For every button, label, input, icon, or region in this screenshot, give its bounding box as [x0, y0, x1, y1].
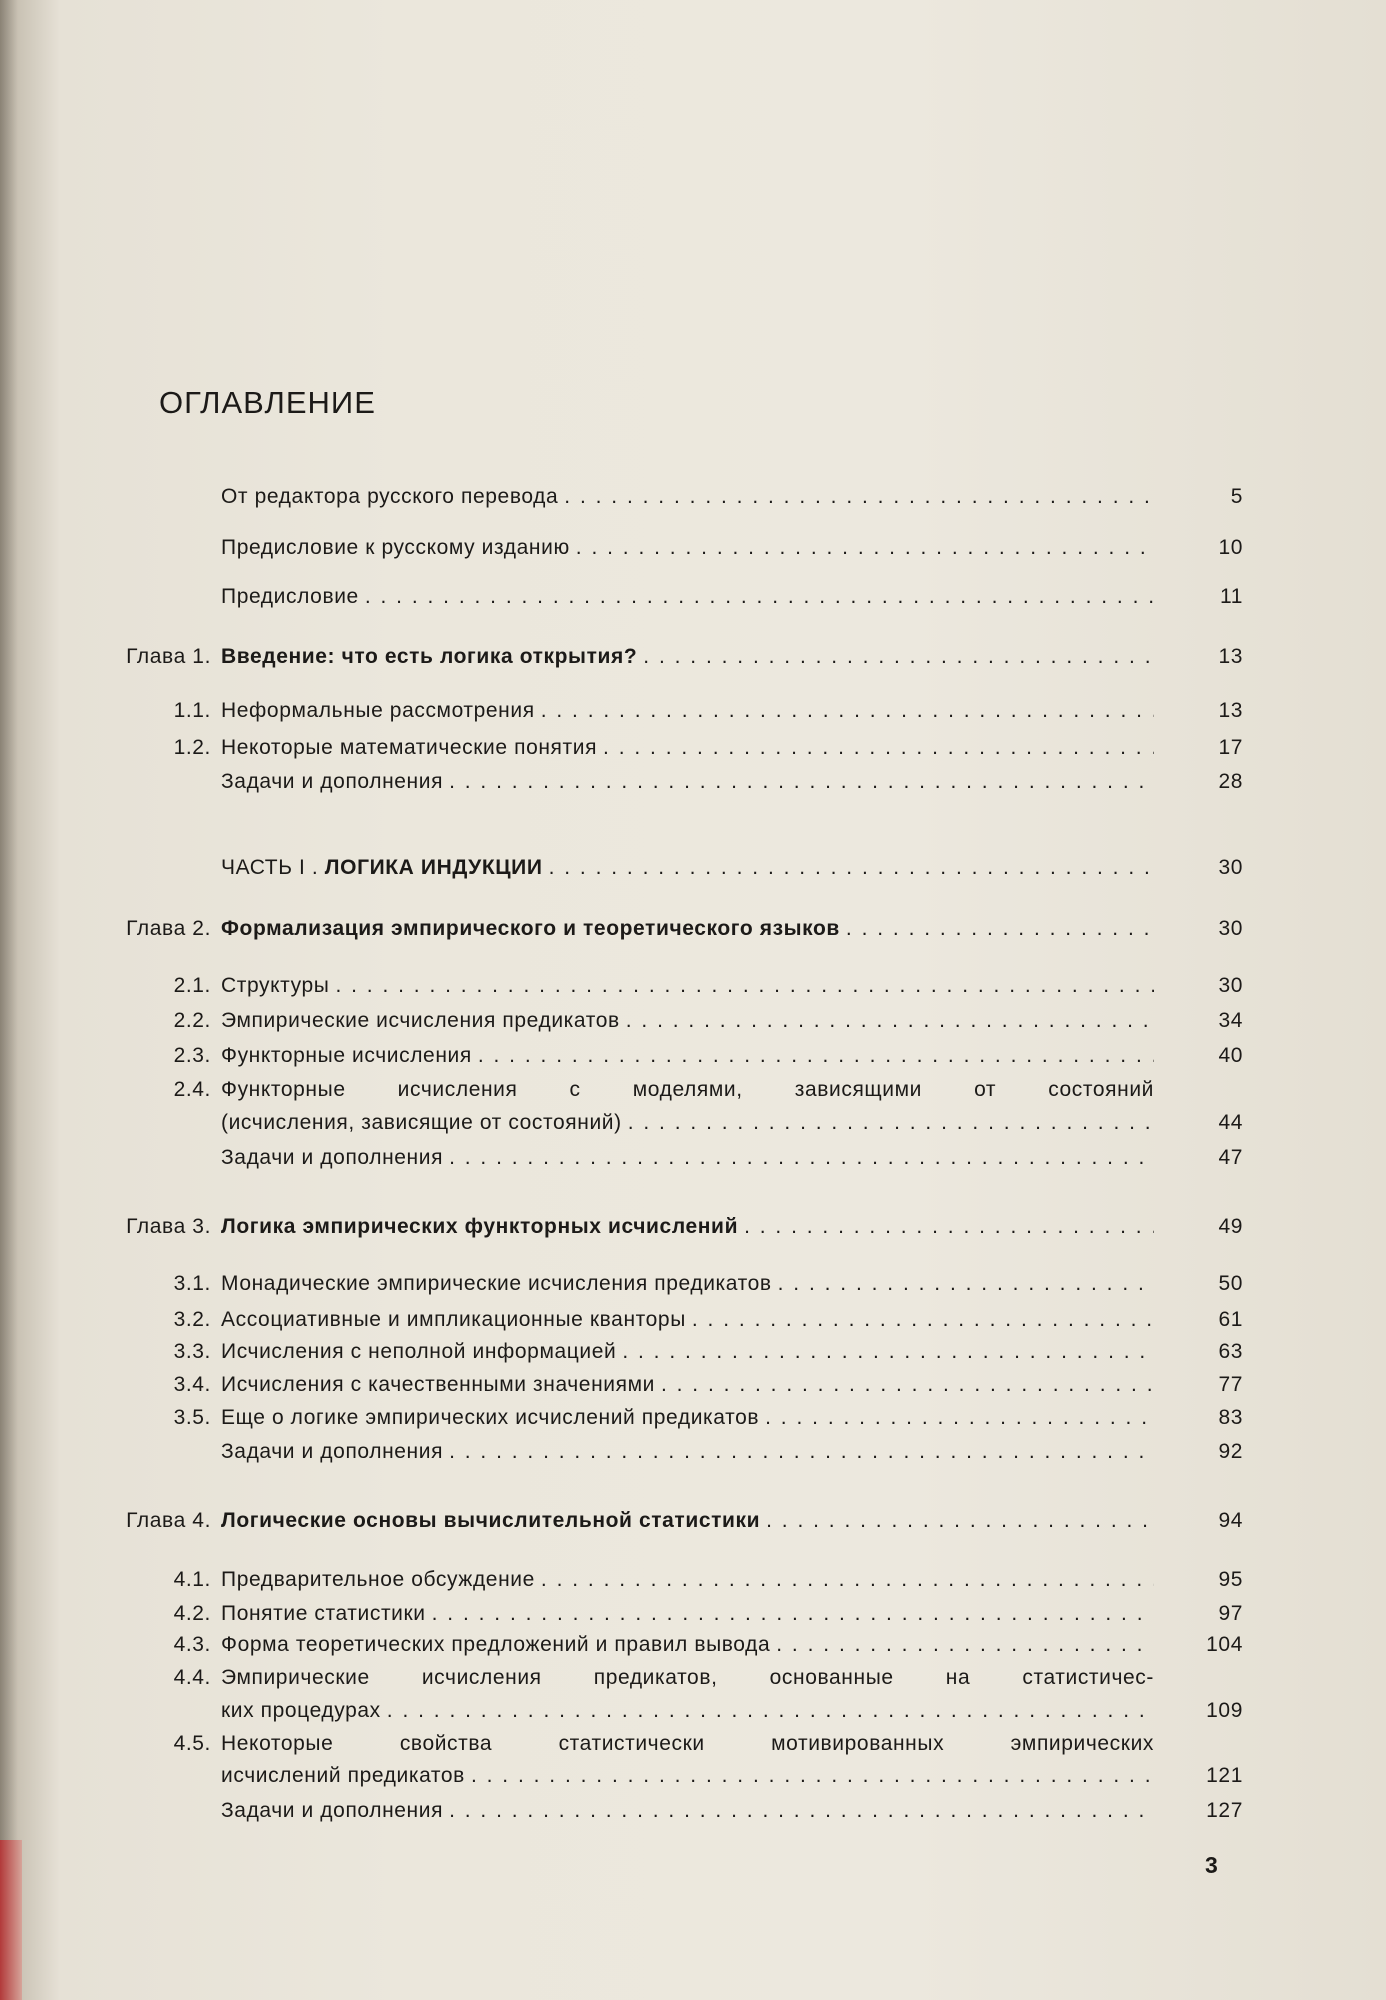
entry-title: Монадические эмпирические исчисления предикатов	[221, 1272, 772, 1295]
entry-number: 4.4.	[173, 1666, 211, 1689]
dot-leader	[597, 736, 1154, 760]
entry-title: Введение: что есть логика открытия?	[221, 645, 638, 668]
entry-title: От редактора русского перевода	[221, 485, 559, 508]
dot-leader	[329, 974, 1154, 998]
dot-leader	[543, 856, 1154, 880]
toc-entry	[0, 1406, 1386, 1436]
entry-title: Задачи и дополнения	[221, 1440, 444, 1463]
dot-leader	[637, 645, 1154, 669]
dot-leader	[443, 1799, 1154, 1823]
entry-title: ЛОГИКА ИНДУКЦИИ	[324, 856, 543, 879]
toc-entry	[0, 1764, 1386, 1794]
dot-leader	[686, 1308, 1154, 1332]
entry-page: 5	[1230, 485, 1243, 508]
dot-leader	[760, 1509, 1154, 1533]
entry-page: 95	[1218, 1568, 1243, 1591]
dot-leader	[738, 1215, 1154, 1239]
entry-title: Форма теоретических предложений и правил вывода	[221, 1633, 771, 1656]
entry-page: 28	[1218, 770, 1243, 793]
toc-entry	[0, 1732, 1386, 1762]
entry-title: Функторные исчисления с моделями, зависящими от состояний	[221, 1078, 1154, 1101]
dot-leader	[535, 1568, 1154, 1592]
dot-leader	[443, 770, 1154, 794]
entry-page: 109	[1206, 1699, 1243, 1722]
entry-title: Неформальные рассмотрения	[221, 699, 535, 722]
part-entry	[0, 856, 1386, 886]
entry-title: Эмпирические исчисления предикатов	[221, 1009, 620, 1032]
entry-title: (исчисления, зависящие от состояний)	[221, 1111, 622, 1134]
entry-title: Понятие статистики	[221, 1602, 426, 1625]
entry-number: Глава 3.	[126, 1215, 211, 1238]
dot-leader	[840, 917, 1154, 941]
toc-entry	[0, 736, 1386, 766]
entry-number: 3.2.	[173, 1308, 211, 1331]
entry-title: Предисловие	[221, 585, 359, 608]
chapter-entry	[0, 1509, 1386, 1539]
toc-entry	[0, 1078, 1386, 1108]
entry-number: 1.1.	[173, 699, 211, 722]
entry-title: ких процедурах	[221, 1699, 381, 1722]
dot-leader	[655, 1373, 1154, 1397]
entry-page: 97	[1218, 1602, 1243, 1625]
entry-number: Глава 4.	[126, 1509, 211, 1532]
toc-entry	[0, 1799, 1386, 1829]
entry-title: Предварительное обсуждение	[221, 1568, 535, 1591]
entry-number: Глава 1.	[126, 645, 211, 668]
entry-title: Задачи и дополнения	[221, 1799, 444, 1822]
entry-title: Структуры	[221, 974, 330, 997]
entry-title: Логика эмпирических функторных исчислений	[221, 1215, 739, 1238]
entry-page: 94	[1218, 1509, 1243, 1532]
dot-leader	[359, 585, 1154, 609]
entry-page: 10	[1218, 536, 1243, 559]
dot-leader	[472, 1044, 1154, 1068]
entry-title: Эмпирические исчисления предикатов, основанные на статистичес-	[221, 1666, 1154, 1689]
toc-entry	[0, 1568, 1386, 1598]
entry-number: 4.1.	[173, 1568, 211, 1591]
toc-entry	[0, 1308, 1386, 1338]
dot-leader	[443, 1440, 1154, 1464]
toc-entry	[0, 1009, 1386, 1039]
entry-title: Логические основы вычислительной статистики	[221, 1509, 761, 1532]
toc-entry	[0, 1633, 1386, 1663]
entry-number: 3.5.	[173, 1406, 211, 1429]
entry-page: 40	[1218, 1044, 1243, 1067]
toc-entry	[0, 585, 1386, 615]
toc-entry	[0, 1111, 1386, 1141]
entry-title: Предисловие к русскому изданию	[221, 536, 570, 559]
toc-entry	[0, 1340, 1386, 1370]
entry-page: 13	[1218, 699, 1243, 722]
entry-page: 30	[1218, 974, 1243, 997]
entry-page: 92	[1218, 1440, 1243, 1463]
entry-page: 44	[1218, 1111, 1243, 1134]
dot-leader	[535, 699, 1154, 723]
toc-entry	[0, 536, 1386, 566]
entry-page: 30	[1218, 917, 1243, 940]
entry-number: 1.2.	[173, 736, 211, 759]
entry-page: 127	[1206, 1799, 1243, 1822]
chapter-entry	[0, 1215, 1386, 1245]
entry-page: 121	[1206, 1764, 1243, 1787]
dot-leader	[772, 1272, 1154, 1296]
dot-leader	[443, 1146, 1154, 1170]
entry-title: Некоторые свойства статистически мотивированных эмпирических	[221, 1732, 1154, 1755]
toc-entry	[0, 1602, 1386, 1632]
entry-title: исчислений предикатов	[221, 1764, 465, 1787]
dot-leader	[759, 1406, 1154, 1430]
entry-page: 30	[1218, 856, 1243, 879]
entry-number: 4.2.	[173, 1602, 211, 1625]
toc-entry	[0, 1666, 1386, 1696]
dot-leader	[620, 1009, 1154, 1033]
toc-entry	[0, 1146, 1386, 1176]
chapter-entry	[0, 917, 1386, 947]
entry-page: 63	[1218, 1340, 1243, 1363]
dot-leader	[558, 485, 1154, 509]
toc-entry	[0, 1044, 1386, 1074]
entry-number: 2.4.	[173, 1078, 211, 1101]
entry-title: Формализация эмпирического и теоретического языков	[221, 917, 840, 940]
dot-leader	[426, 1602, 1154, 1626]
dot-leader	[622, 1111, 1154, 1135]
dot-leader	[770, 1633, 1154, 1657]
entry-number: 4.5.	[173, 1732, 211, 1755]
entry-page: 104	[1206, 1633, 1243, 1656]
entry-title: Ассоциативные и импликационные кванторы	[221, 1308, 686, 1331]
part-label: ЧАСТЬ I .	[221, 856, 319, 879]
book-spine-edge	[0, 1840, 22, 2000]
dot-leader	[616, 1340, 1154, 1364]
entry-page: 50	[1218, 1272, 1243, 1295]
page-title: ОГЛАВЛЕНИЕ	[159, 385, 376, 420]
toc-entry	[0, 974, 1386, 1004]
toc-entry	[0, 485, 1386, 515]
entry-page: 11	[1220, 585, 1243, 608]
toc-entry	[0, 1272, 1386, 1302]
entry-title: Задачи и дополнения	[221, 770, 444, 793]
entry-page: 49	[1218, 1215, 1243, 1238]
entry-number: 4.3.	[173, 1633, 211, 1656]
entry-number: 2.1.	[173, 974, 211, 997]
entry-page: 34	[1218, 1009, 1243, 1032]
entry-title: Задачи и дополнения	[221, 1146, 444, 1169]
entry-number: 2.3.	[173, 1044, 211, 1067]
entry-number: 3.4.	[173, 1373, 211, 1396]
entry-page: 17	[1218, 736, 1243, 759]
entry-page: 77	[1218, 1373, 1243, 1396]
entry-title: Функторные исчисления	[221, 1044, 472, 1067]
entry-page: 47	[1218, 1146, 1243, 1169]
entry-number: 3.3.	[173, 1340, 211, 1363]
toc-entry	[0, 699, 1386, 729]
chapter-entry	[0, 645, 1386, 675]
dot-leader	[381, 1699, 1154, 1723]
entry-page: 83	[1218, 1406, 1243, 1429]
page-number: 3	[1205, 1852, 1218, 1878]
toc-entry	[0, 770, 1386, 800]
entry-title: Некоторые математические понятия	[221, 736, 598, 759]
entry-page: 61	[1218, 1308, 1243, 1331]
dot-leader	[570, 536, 1154, 560]
entry-page: 13	[1218, 645, 1243, 668]
toc-entry	[0, 1373, 1386, 1403]
toc-entry	[0, 1699, 1386, 1729]
entry-title: Исчисления с неполной информацией	[221, 1340, 617, 1363]
entry-number: Глава 2.	[126, 917, 211, 940]
entry-title: Еще о логике эмпирических исчислений предикатов	[221, 1406, 760, 1429]
dot-leader	[465, 1764, 1154, 1788]
entry-title: Исчисления с качественными значениями	[221, 1373, 655, 1396]
entry-number: 2.2.	[173, 1009, 211, 1032]
toc-entry	[0, 1440, 1386, 1470]
entry-number: 3.1.	[173, 1272, 211, 1295]
